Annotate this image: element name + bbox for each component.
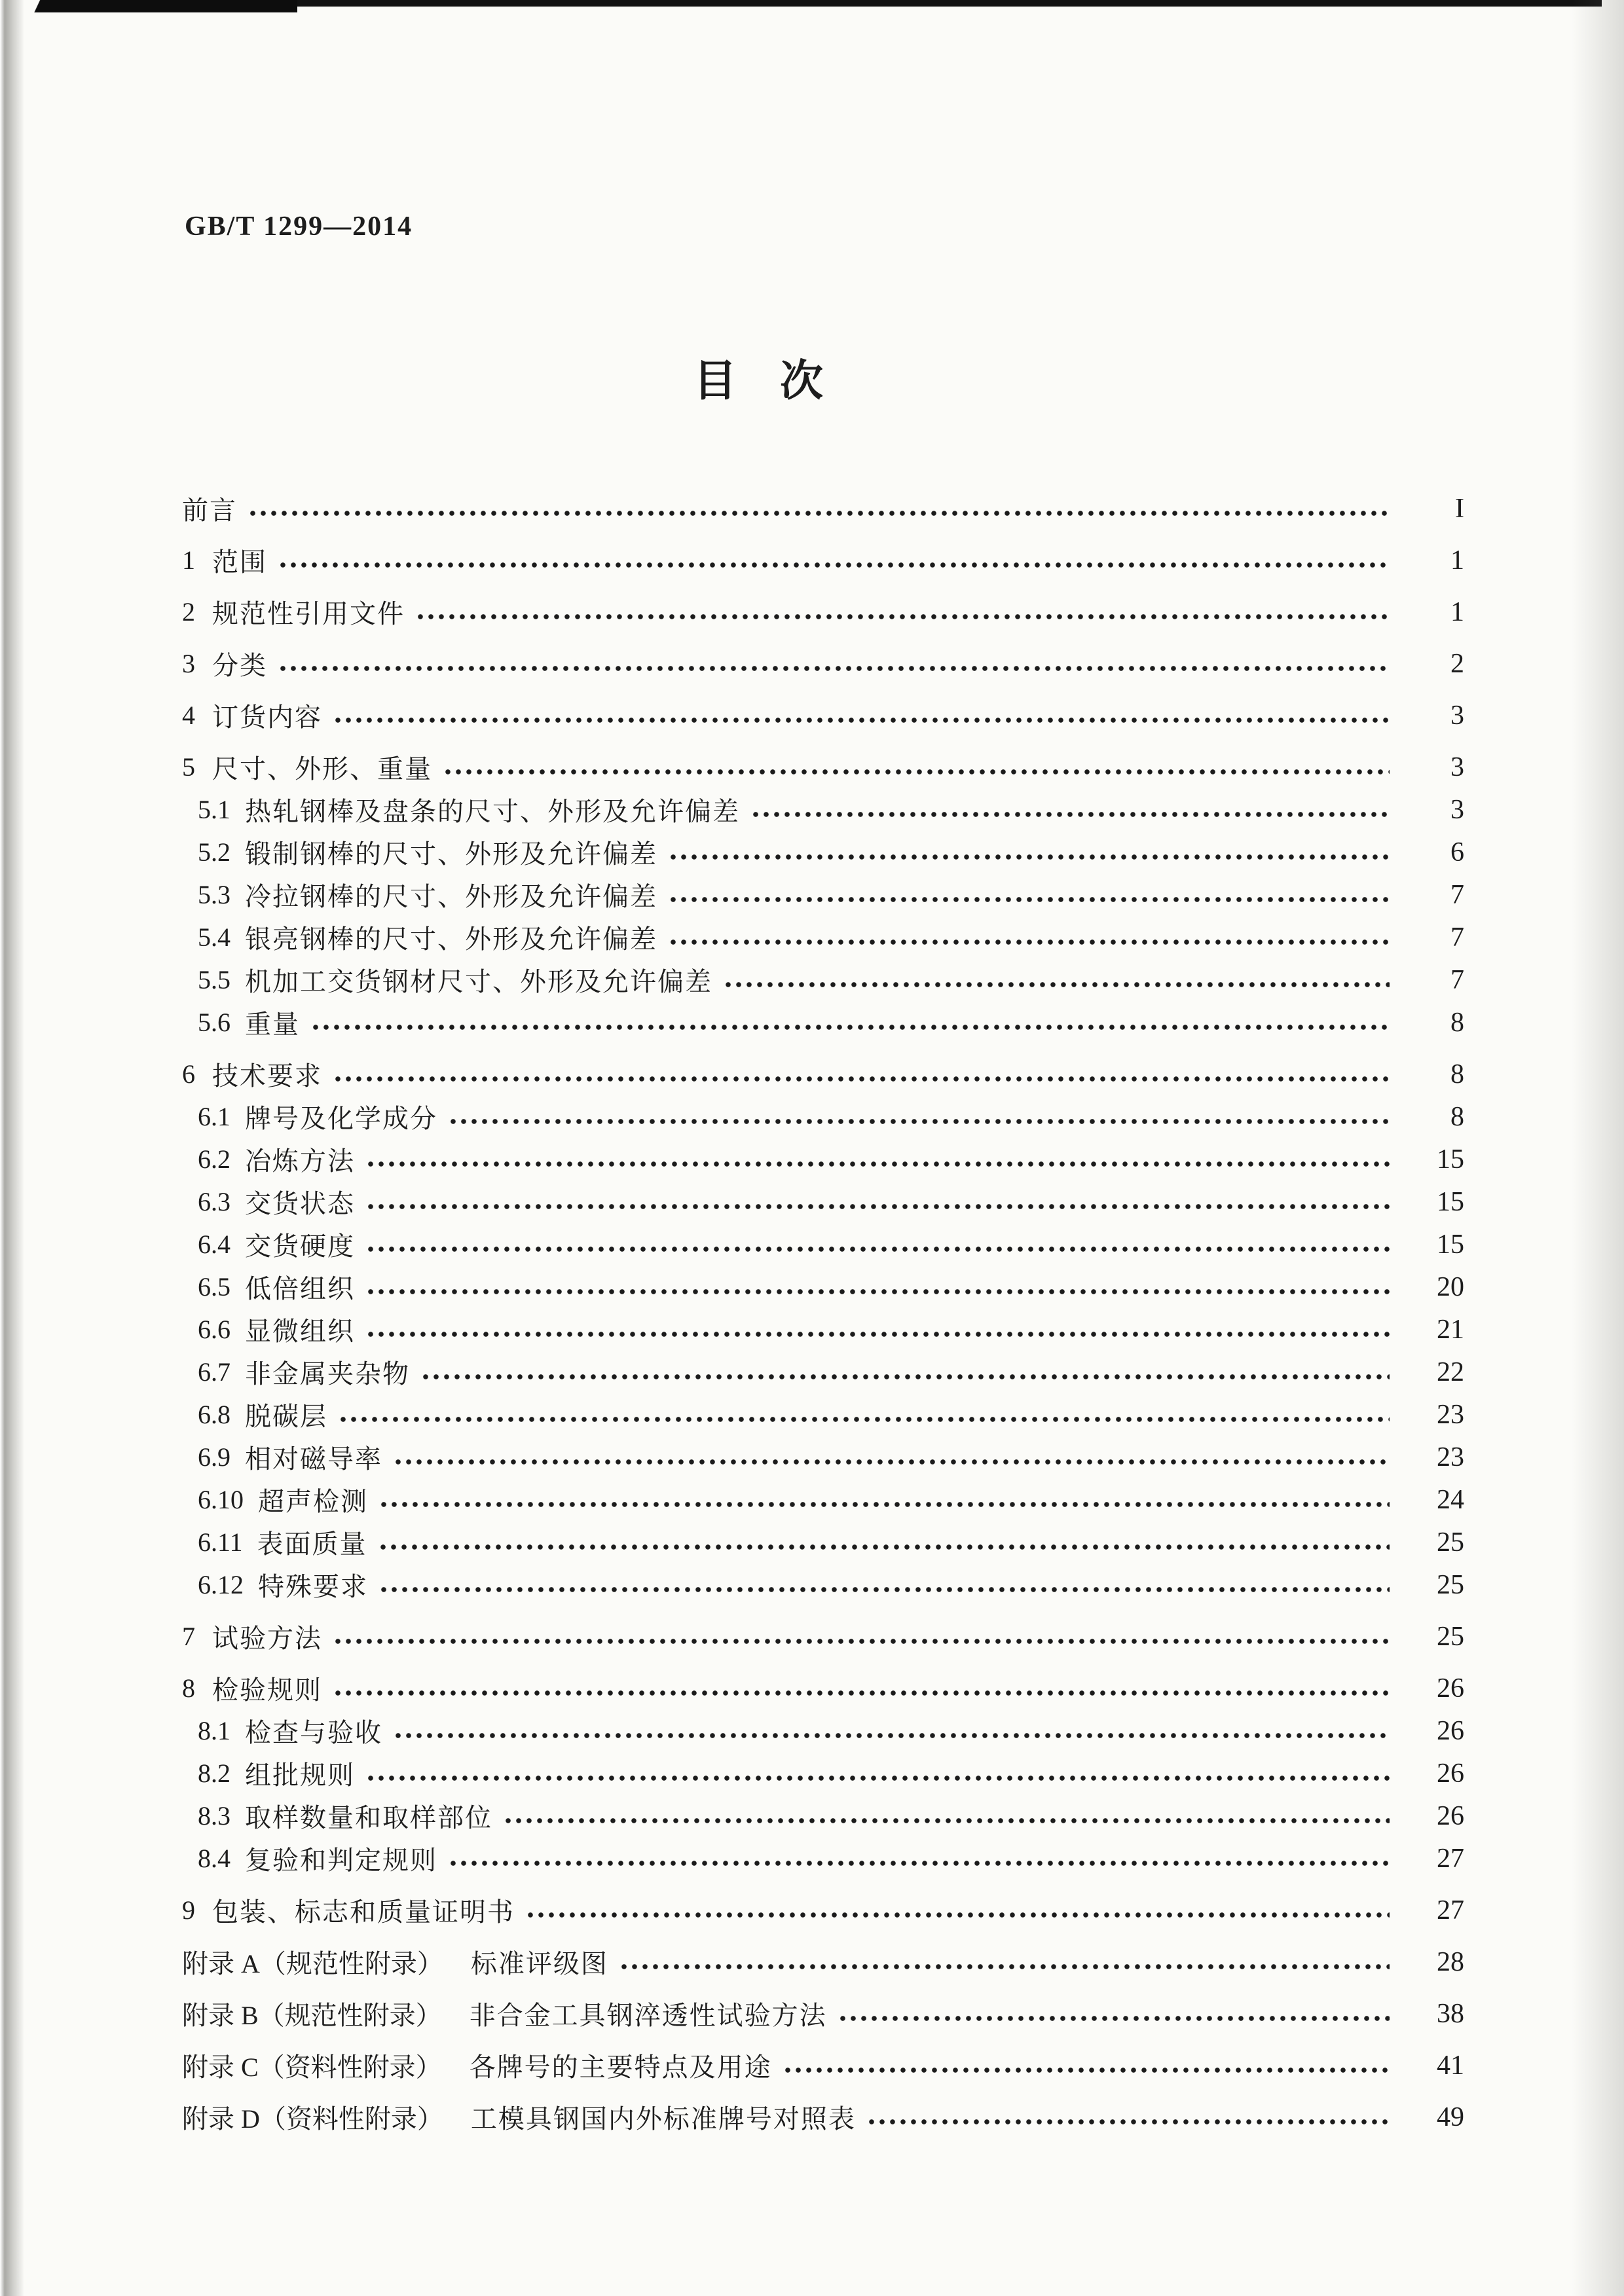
toc-leader-dots (378, 1501, 1390, 1508)
toc-item-title: 表面质量 (257, 1529, 367, 1559)
toc-item-page: 26 (1437, 1758, 1464, 1789)
toc-item-title: 显微组织 (245, 1317, 355, 1346)
toc-item-number: 6.5 (198, 1272, 231, 1302)
toc-item-number: 8.3 (198, 1801, 231, 1831)
toc-row (182, 1351, 1464, 1393)
toc-item-page: 7 (1450, 879, 1464, 910)
toc-item-page: 27 (1437, 1895, 1464, 1925)
toc-leader-dots (365, 1330, 1390, 1338)
toc-leader-dots (723, 981, 1390, 989)
page-curl-shadow (1572, 0, 1624, 2296)
toc-item-title: 交货硬度 (245, 1231, 355, 1261)
toc-item-number: 1 (182, 545, 195, 575)
toc-item-title: 检查与验收 (245, 1718, 382, 1747)
toc-item-title: 重量 (245, 1010, 300, 1039)
toc-item-page: 26 (1437, 1673, 1464, 1704)
toc-row (182, 487, 1464, 530)
toc-row (182, 2044, 1464, 2086)
toc-leader-dots (333, 1689, 1390, 1697)
toc-item-number: 9 (182, 1895, 195, 1925)
toc-item-page: 26 (1437, 1800, 1464, 1831)
toc-item-number: 8.2 (198, 1758, 231, 1788)
toc-leader-dots (750, 811, 1390, 818)
toc-item-title: 前言 (182, 496, 237, 525)
toc-row (182, 958, 1464, 1001)
toc-item-page: 7 (1450, 964, 1464, 995)
toc-row (182, 873, 1464, 916)
toc-leader-dots (365, 1288, 1390, 1296)
toc-leader-dots (783, 2066, 1390, 2074)
toc-item-number: 5.3 (198, 880, 231, 909)
toc-leader-dots (448, 1118, 1390, 1125)
toc-leader-dots (365, 1774, 1390, 1782)
toc-item-number: 6.10 (198, 1485, 244, 1514)
toc-item-page: 25 (1437, 1569, 1464, 1600)
toc-item-title: 锻制钢棒的尺寸、外形及允许偏差 (245, 839, 657, 869)
toc-item-page: 8 (1450, 1101, 1464, 1132)
toc-row (182, 1308, 1464, 1351)
toc-leader-dots (278, 561, 1390, 569)
toc-item-number: 4 (182, 701, 195, 730)
binding-edge-shadow (0, 0, 24, 2296)
toc-row (182, 1223, 1464, 1266)
toc-item-page: 41 (1437, 2050, 1464, 2081)
toc-row (182, 642, 1464, 685)
toc-row (182, 1795, 1464, 1837)
toc-item-number: 6.11 (198, 1527, 243, 1557)
toc-list (182, 487, 1464, 2138)
toc-leader-dots (668, 853, 1390, 861)
toc-item-page: 15 (1437, 1144, 1464, 1175)
toc-leader-dots (333, 1637, 1390, 1645)
toc-row (182, 1615, 1464, 1658)
toc-row (182, 591, 1464, 633)
toc-item-number: 6.12 (198, 1570, 244, 1599)
toc-item-number: 附录 D（资料性附录） (182, 2104, 443, 2134)
toc-leader-dots (866, 2118, 1390, 2126)
toc-item-number: 6.9 (198, 1442, 231, 1472)
toc-row (182, 1001, 1464, 1044)
toc-item-number: 2 (182, 597, 195, 627)
toc-row (182, 694, 1464, 737)
toc-item-page: 24 (1437, 1484, 1464, 1515)
toc-item-title: 机加工交货钢材尺寸、外形及允许偏差 (245, 967, 712, 996)
toc-item-page: 20 (1437, 1271, 1464, 1302)
toc-item-title: 组批规则 (245, 1760, 355, 1790)
toc-item-number: 6.1 (198, 1102, 231, 1131)
toc-item-page: 15 (1437, 1186, 1464, 1217)
toc-item-page: 21 (1437, 1314, 1464, 1345)
toc-item-page: 3 (1450, 752, 1464, 782)
toc-leader-dots (333, 1075, 1390, 1083)
toc-row (182, 1095, 1464, 1138)
toc-leader-dots (503, 1817, 1390, 1825)
toc-leader-dots (365, 1203, 1390, 1211)
toc-leader-dots (378, 1543, 1390, 1551)
toc-leader-dots (838, 2014, 1390, 2022)
toc-row (182, 1709, 1464, 1752)
toc-item-number: 6.6 (198, 1315, 231, 1344)
toc-row (182, 831, 1464, 873)
toc-item-page: 7 (1450, 922, 1464, 953)
toc-row (182, 2096, 1464, 2138)
toc-item-title: 冷拉钢棒的尺寸、外形及允许偏差 (245, 882, 657, 911)
toc-row (182, 1180, 1464, 1223)
toc-leader-dots (443, 768, 1390, 776)
toc-row (182, 916, 1464, 958)
toc-leader-dots (668, 938, 1390, 946)
toc-leader-dots (333, 716, 1390, 724)
toc-row (182, 1667, 1464, 1709)
toc-item-number: 7 (182, 1622, 195, 1651)
toc-item-page: 27 (1437, 1843, 1464, 1874)
toc-leader-dots (338, 1415, 1390, 1423)
toc-row (182, 1436, 1464, 1478)
toc-item-page: 23 (1437, 1399, 1464, 1430)
toc-row (182, 1889, 1464, 1931)
toc-item-number: 3 (182, 649, 195, 678)
toc-item-title: 特殊要求 (258, 1572, 368, 1601)
toc-item-page: 23 (1437, 1442, 1464, 1472)
toc-item-page: 3 (1450, 700, 1464, 731)
toc-item-title: 标准评级图 (470, 1949, 608, 1978)
toc-row (182, 1752, 1464, 1795)
toc-item-title: 超声检测 (258, 1487, 368, 1516)
toc-leader-dots (420, 1373, 1390, 1381)
toc-item-page: 1 (1450, 596, 1464, 627)
toc-item-title: 分类 (212, 651, 267, 680)
page-title: 目 次 (693, 357, 823, 405)
toc-item-page: 26 (1437, 1715, 1464, 1746)
toc-item-number: 6.2 (198, 1144, 231, 1174)
toc-item-title: 非合金工具钢淬透性试验方法 (469, 2001, 827, 2030)
toc-item-page: 3 (1450, 794, 1464, 825)
toc-item-number: 5.5 (198, 965, 231, 994)
toc-item-title: 尺寸、外形、重量 (212, 754, 432, 784)
toc-item-number: 5.6 (198, 1008, 231, 1037)
toc-row (182, 788, 1464, 831)
toc-row (182, 1266, 1464, 1308)
toc-item-page: 15 (1437, 1229, 1464, 1260)
toc-row (182, 746, 1464, 788)
toc-item-title: 取样数量和取样部位 (245, 1803, 492, 1832)
toc-item-number: 8 (182, 1673, 195, 1703)
toc-leader-dots (365, 1160, 1390, 1168)
toc-leader-dots (415, 613, 1390, 621)
toc-item-number: 8.1 (198, 1716, 231, 1745)
toc-row (182, 1563, 1464, 1606)
toc-item-page: 8 (1450, 1007, 1464, 1038)
toc-item-number: 附录 B（规范性附录） (182, 2001, 442, 2030)
toc-leader-dots (393, 1458, 1390, 1466)
toc-item-title: 低倍组织 (245, 1274, 355, 1303)
toc-row (182, 1053, 1464, 1095)
toc-row (182, 1837, 1464, 1880)
toc-item-page: 2 (1450, 648, 1464, 679)
toc-row (182, 1138, 1464, 1180)
toc-row (182, 539, 1464, 581)
toc-item-page: I (1455, 493, 1464, 524)
toc-row (182, 1992, 1464, 2035)
toc-item-page: 6 (1450, 837, 1464, 867)
toc-leader-dots (393, 1732, 1390, 1740)
toc-item-number: 5.4 (198, 922, 231, 952)
toc-item-title: 牌号及化学成分 (245, 1104, 437, 1133)
toc-leader-dots (378, 1586, 1390, 1594)
toc-item-title: 包装、标志和质量证明书 (212, 1897, 515, 1927)
toc-item-page: 22 (1437, 1357, 1464, 1387)
toc-item-number: 5.1 (198, 795, 231, 824)
toc-leader-dots (668, 896, 1390, 903)
toc-leader-dots (310, 1023, 1390, 1031)
toc-item-number: 附录 C（资料性附录） (182, 2052, 442, 2082)
toc-item-title: 非金属夹杂物 (245, 1359, 410, 1389)
toc-item-number: 6.7 (198, 1357, 231, 1387)
toc-item-title: 复验和判定规则 (245, 1846, 437, 1875)
toc-item-title: 工模具钢国内外标准牌号对照表 (470, 2104, 856, 2134)
toc-item-number: 6.4 (198, 1230, 231, 1259)
toc-item-page: 8 (1450, 1059, 1464, 1089)
toc-leader-dots (448, 1859, 1390, 1867)
toc-item-page: 25 (1437, 1527, 1464, 1558)
toc-row (182, 1393, 1464, 1436)
toc-item-title: 规范性引用文件 (212, 599, 405, 629)
toc-item-title: 各牌号的主要特点及用途 (469, 2052, 772, 2082)
toc-row (182, 1521, 1464, 1563)
toc-item-title: 试验方法 (212, 1624, 322, 1653)
toc-item-number: 5.2 (198, 837, 231, 867)
toc-item-page: 49 (1437, 2102, 1464, 2132)
toc-item-title: 技术要求 (212, 1061, 322, 1091)
toc-item-title: 脱碳层 (245, 1402, 327, 1431)
toc-leader-dots (278, 665, 1390, 672)
standard-number: GB/T 1299—2014 (185, 211, 413, 242)
toc-item-title: 订货内容 (212, 702, 322, 732)
toc-row (182, 1941, 1464, 1983)
toc-item-title: 相对磁导率 (245, 1444, 382, 1474)
toc-item-title: 冶炼方法 (245, 1146, 355, 1176)
toc-leader-dots (525, 1911, 1390, 1919)
toc-item-title: 范围 (212, 547, 267, 577)
toc-leader-dots (365, 1245, 1390, 1253)
toc-leader-dots (248, 509, 1390, 517)
toc-row (182, 1478, 1464, 1521)
toc-item-page: 28 (1437, 1946, 1464, 1977)
toc-item-title: 检验规则 (212, 1675, 322, 1705)
toc-item-page: 38 (1437, 1998, 1464, 2029)
toc-item-title: 银亮钢棒的尺寸、外形及允许偏差 (245, 924, 657, 954)
toc-item-number: 8.4 (198, 1844, 231, 1873)
toc-leader-dots (619, 1963, 1390, 1971)
toc-item-page: 25 (1437, 1621, 1464, 1652)
toc-item-number: 5 (182, 752, 195, 782)
toc-item-number: 6.8 (198, 1400, 231, 1429)
toc-item-title: 交货状态 (245, 1189, 355, 1218)
toc-item-page: 1 (1450, 545, 1464, 575)
toc-item-number: 6 (182, 1059, 195, 1089)
toc-item-title: 热轧钢棒及盘条的尺寸、外形及允许偏差 (245, 797, 740, 826)
toc-item-number: 附录 A（规范性附录） (182, 1949, 443, 1978)
toc-item-number: 6.3 (198, 1187, 231, 1216)
